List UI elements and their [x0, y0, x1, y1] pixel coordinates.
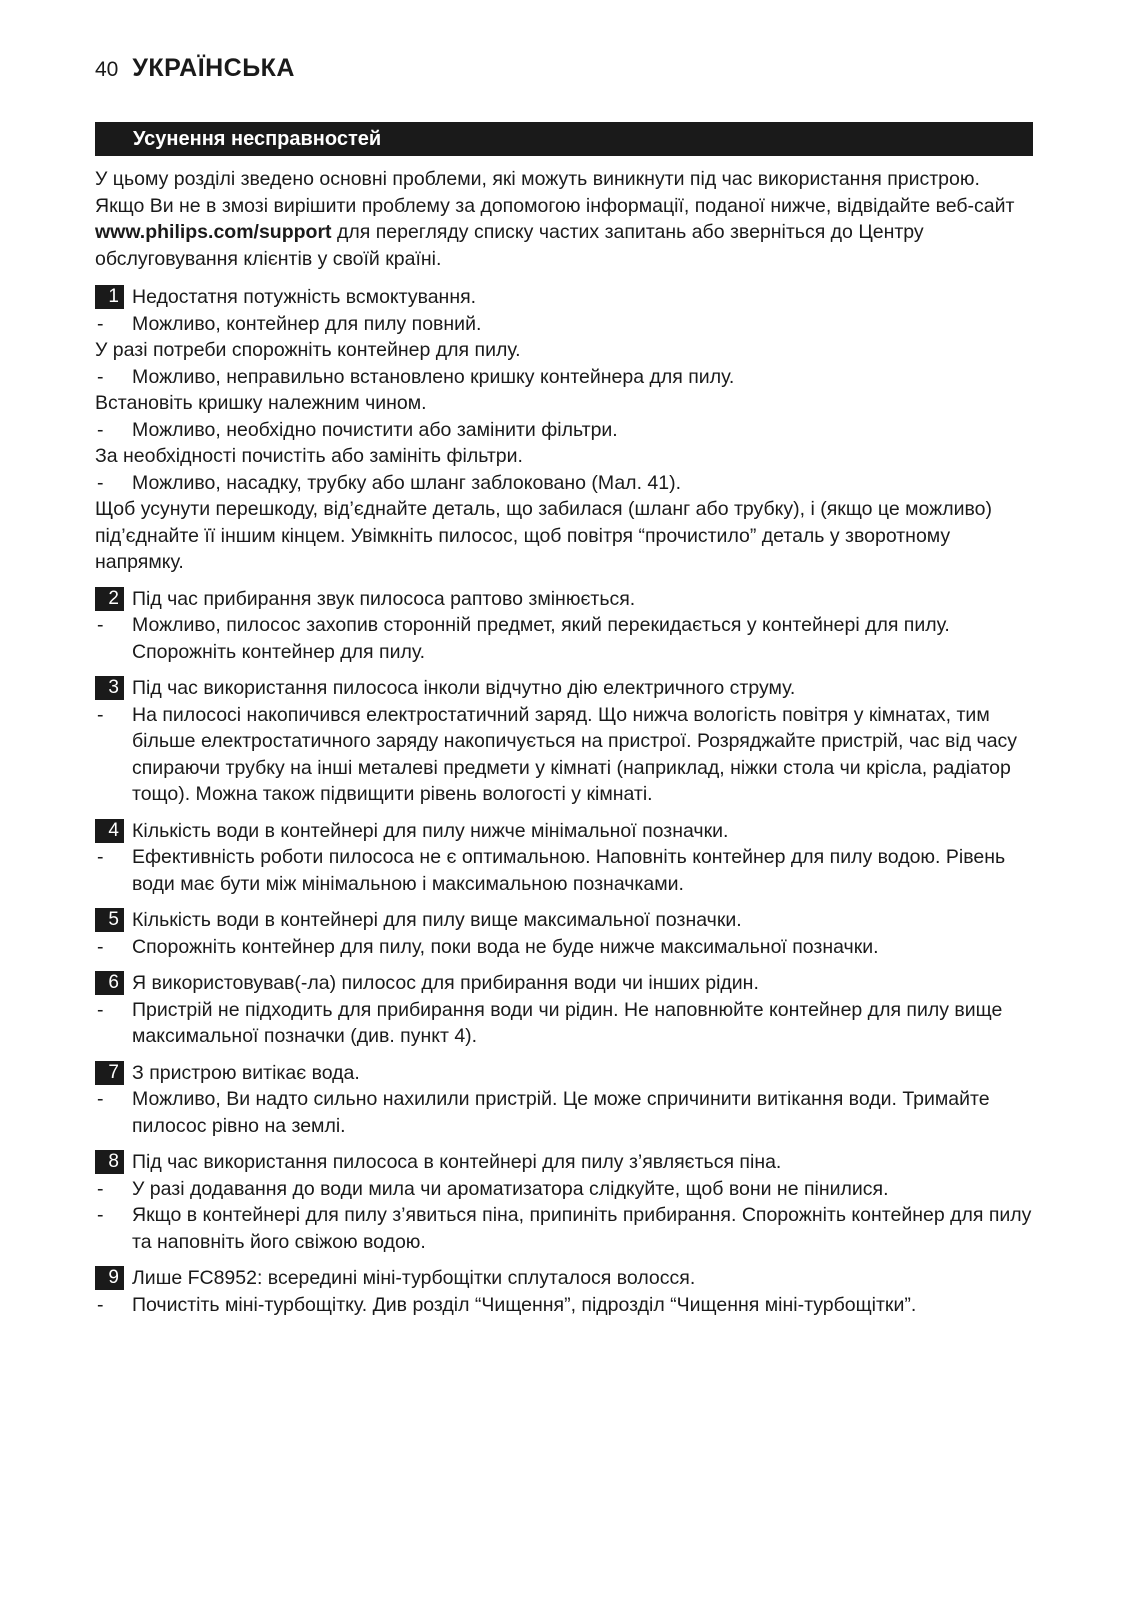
issue-number-badge: 3 — [95, 676, 124, 700]
issue-cause-item — [95, 1176, 1033, 1203]
issue-item — [95, 1060, 1033, 1140]
issue-cause-text: Почистіть міні-турбощітку. Див розділ “Чищення”, підрозділ “Чищення міні-турбощітки”. — [132, 1293, 917, 1316]
issue-cause-text: Ефективність роботи пилососа не є оптимальною. Наповніть контейнер для пилу водою. Рівень води має бути між мінімальною і максимальною позначками. — [132, 846, 1006, 895]
issue-item — [95, 907, 1033, 960]
dash-bullet: - — [97, 312, 104, 335]
issue-title-text: Я використовував(-ла) пилосос для прибирання води чи інших рідин. — [132, 972, 759, 994]
issue-solution-text: За необхідності почистіть або замініть фільтри. — [95, 445, 523, 467]
dash-bullet: - — [97, 471, 104, 494]
issue-number-badge: 9 — [95, 1266, 124, 1290]
issue-cause-text: Можливо, неправильно встановлено кришку контейнера для пилу. — [132, 365, 735, 388]
issue-title-text: Лише FC8952: всередині міні-турбощітки сплуталося волосся. — [132, 1267, 696, 1289]
issue-title — [95, 586, 1033, 613]
issue-item — [95, 1149, 1033, 1255]
dash-bullet: - — [97, 365, 104, 388]
dash-bullet: - — [97, 846, 104, 868]
issue-cause-text: На пилососі накопичився електростатичний заряд. Що нижча вологість повітря у кімнатах, тим більше електростатичного заряду накопичується на пристрої. Розряджайте пристрій, час від часу спираючи трубку на інші металеві предмети у кімнаті (наприклад, ніжки стола чи крісла, радіатор тощо). Можна також підвищити рівень вологості у кімнаті. — [132, 703, 1018, 805]
dash-bullet: - — [97, 998, 104, 1021]
issue-number-badge: 8 — [95, 1150, 124, 1174]
intro-text-end: для перегляду списку частих запитань або зверніться до Центру обслуговування клієнтів у своїй країні. — [95, 221, 924, 270]
page-number: 40 — [95, 58, 119, 81]
issue-number-badge: 2 — [95, 587, 124, 611]
issue-item — [95, 284, 1033, 576]
issue-list — [95, 284, 1033, 1318]
issue-cause-item — [95, 934, 1033, 961]
issue-item — [95, 586, 1033, 666]
issue-cause-text: Якщо в контейнері для пилу з’явиться піна, припиніть прибирання. Спорожніть контейнер для пилу та наповніть його свіжою водою. — [132, 1204, 1032, 1253]
language-title: УКРАЇНСЬКА — [132, 54, 295, 82]
issue-item — [95, 675, 1033, 808]
issue-cause-item — [95, 612, 1033, 665]
dash-bullet: - — [97, 935, 104, 958]
dash-bullet: - — [97, 703, 104, 726]
issue-item — [95, 1265, 1033, 1318]
dash-bullet: - — [97, 1204, 104, 1226]
issue-title — [95, 284, 1033, 311]
issue-title-text: З пристрою витікає вода. — [132, 1061, 360, 1084]
issue-title — [95, 675, 1033, 702]
issue-title-text: Недостатня потужність всмоктування. — [132, 286, 477, 308]
intro-paragraph — [95, 166, 1033, 272]
support-url: www.philips.com/support — [95, 221, 332, 243]
issue-cause-text: У разі додавання до води мила чи ароматизатора слідкуйте, щоб вони не пінилися. — [132, 1177, 889, 1200]
issue-cause-text: Можливо, необхідно почистити або замінити фільтри. — [132, 418, 618, 441]
dash-bullet: - — [97, 1088, 104, 1110]
issue-cause-text: Можливо, Ви надто сильно нахилили пристрій. Це може спричинити витікання води. Тримайте пилосос рівно на землі. — [132, 1088, 990, 1137]
page-header — [95, 54, 295, 90]
issue-number-badge: 6 — [95, 971, 124, 995]
issue-cause-item — [95, 364, 1033, 391]
dash-bullet: - — [97, 1293, 104, 1316]
issue-cause-item — [95, 702, 1033, 808]
dash-bullet: - — [97, 614, 104, 636]
issue-cause-item — [95, 417, 1033, 444]
section-title: Усунення несправностей — [95, 122, 1033, 156]
issue-cause-item — [95, 470, 1033, 497]
issue-title-text: Під час прибирання звук пилососа раптово змінюється. — [132, 587, 636, 610]
issue-solution-text: У разі потреби спорожніть контейнер для пилу. — [95, 339, 521, 361]
issue-cause-item — [95, 1202, 1033, 1255]
issue-title-text: Під час використання пилососа інколи відчутно дію електричного струму. — [132, 677, 796, 699]
issue-number-badge: 1 — [95, 285, 124, 309]
troubleshooting-content — [95, 166, 1033, 1328]
issue-cause-item — [95, 997, 1033, 1050]
issue-solution-text: Щоб усунути перешкоду, від’єднайте деталь, що забилася (шланг або трубку), і (якщо це можливо) під’єднайте її іншим кінцем. Увімкніть пилосос, щоб повітря “прочистило” деталь у зворотному напрямку. — [95, 498, 992, 573]
issue-number-badge: 4 — [95, 819, 124, 843]
issue-title-text: Кількість води в контейнері для пилу нижче мінімальної позначки. — [132, 819, 729, 842]
issue-cause-item — [95, 1292, 1033, 1319]
issue-title-text: Під час використання пилососа в контейнері для пилу з’являється піна. — [132, 1151, 782, 1173]
issue-title — [95, 1060, 1033, 1087]
issue-item — [95, 970, 1033, 1050]
issue-cause-text: Пристрій не підходить для прибирання води чи рідин. Не наповнюйте контейнер для пилу вище максимальної позначки (див. пункт 4). — [132, 998, 1003, 1047]
issue-cause-item — [95, 311, 1033, 338]
issue-number-badge: 7 — [95, 1061, 124, 1085]
issue-cause-text: Можливо, контейнер для пилу повний. — [132, 312, 482, 335]
issue-title — [95, 970, 1033, 997]
issue-title — [95, 818, 1033, 845]
issue-item — [95, 818, 1033, 898]
intro-text-start: У цьому розділі зведено основні проблеми, які можуть виникнути під час використання пристрою. Якщо Ви не в змозі вирішити проблему за допомогою інформації, поданої нижче, відвідайте веб-сайт — [95, 168, 1015, 217]
issue-title — [95, 1149, 1033, 1176]
dash-bullet: - — [97, 418, 104, 441]
issue-cause-item — [95, 844, 1033, 897]
issue-cause-text: Можливо, пилосос захопив сторонній предмет, який перекидається у контейнері для пилу. Спорожніть контейнер для пилу. — [132, 614, 950, 663]
issue-solution-text: Встановіть кришку належним чином. — [95, 392, 427, 414]
issue-cause-item — [95, 1086, 1033, 1139]
issue-cause-text: Спорожніть контейнер для пилу, поки вода не буде нижче максимальної позначки. — [132, 935, 879, 958]
dash-bullet: - — [97, 1177, 104, 1200]
issue-title-text: Кількість води в контейнері для пилу вище максимальної позначки. — [132, 909, 742, 931]
issue-title — [95, 907, 1033, 934]
issue-title — [95, 1265, 1033, 1292]
issue-number-badge: 5 — [95, 908, 124, 932]
issue-cause-text: Можливо, насадку, трубку або шланг заблоковано (Мал. 41). — [132, 471, 681, 494]
